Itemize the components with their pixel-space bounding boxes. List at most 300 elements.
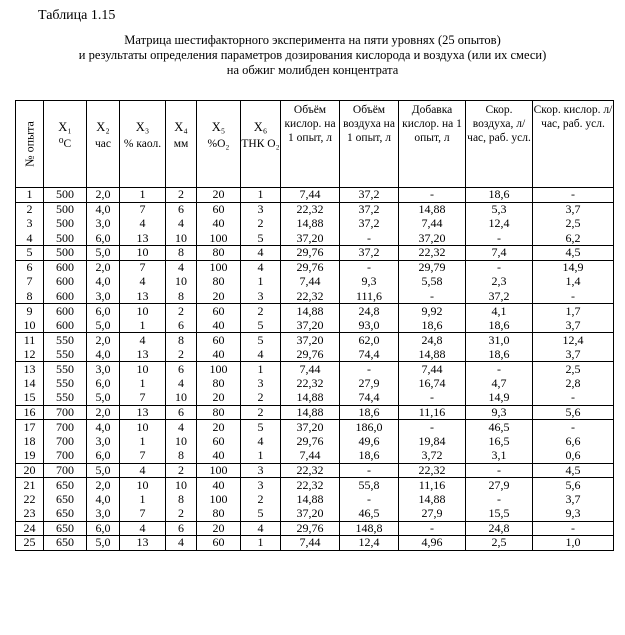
table-cell: 24,8 (466, 521, 533, 536)
table-cell: 10 (120, 420, 166, 435)
table-cell: 16,74 (399, 376, 466, 391)
table-cell: - (399, 289, 466, 304)
table-caption (0, 33, 625, 78)
table-cell: 8 (166, 246, 197, 261)
table-cell: 600 (44, 289, 87, 304)
table-cell: 600 (44, 304, 87, 319)
table-cell: 24,8 (399, 333, 466, 348)
table-cell: 7,44 (281, 362, 340, 377)
table-cell: 4 (120, 333, 166, 348)
table-cell: 2 (241, 391, 281, 406)
cell-experiment-number: 20 (16, 463, 44, 478)
table-cell: 10 (120, 478, 166, 493)
table-cell: 3 (241, 478, 281, 493)
table-cell: 2,0 (87, 333, 120, 348)
table-cell: 2,0 (87, 405, 120, 420)
cell-experiment-number: 18 (16, 434, 44, 449)
table-cell: 31,0 (466, 333, 533, 348)
table-cell: 5,0 (87, 246, 120, 261)
table-cell: 29,76 (281, 434, 340, 449)
table-cell: 18,6 (340, 405, 399, 420)
table-cell: 2,8 (533, 376, 614, 391)
table-cell: 3,7 (533, 492, 614, 507)
table-cell: 3,7 (533, 318, 614, 333)
table-cell: 60 (197, 304, 241, 319)
table-cell: 4,0 (87, 275, 120, 290)
table-cell: 111,6 (340, 289, 399, 304)
table-row (16, 318, 614, 333)
table-cell: 6 (166, 405, 197, 420)
table-cell: 6,6 (533, 434, 614, 449)
table-cell: - (340, 463, 399, 478)
table-row (16, 231, 614, 246)
header-x3: X₃ % каол. (120, 101, 166, 188)
table-cell: 3,0 (87, 289, 120, 304)
table-cell: 4,0 (87, 347, 120, 362)
table-cell: 40 (197, 478, 241, 493)
table-cell: 5,58 (399, 275, 466, 290)
table-cell: 4 (120, 521, 166, 536)
table-cell: 15,5 (466, 507, 533, 522)
table-cell: 3,0 (87, 434, 120, 449)
table-cell: - (399, 521, 466, 536)
table-cell: 4 (166, 376, 197, 391)
table-cell: 74,4 (340, 347, 399, 362)
header-air-rate: Скор. воздуха, л/час, раб. усл. (466, 101, 533, 188)
table-cell: 1,0 (533, 536, 614, 551)
table-cell: 700 (44, 405, 87, 420)
table-cell: 14,88 (281, 217, 340, 232)
table-cell: 4 (166, 420, 197, 435)
table-cell: 8 (166, 289, 197, 304)
table-row (16, 507, 614, 522)
table-cell: 5 (241, 318, 281, 333)
table-cell: 4 (166, 536, 197, 551)
cell-experiment-number: 17 (16, 420, 44, 435)
cell-experiment-number: 12 (16, 347, 44, 362)
table-cell: 22,32 (399, 246, 466, 261)
table-cell: 6 (166, 318, 197, 333)
cell-experiment-number: 22 (16, 492, 44, 507)
table-cell: 55,8 (340, 478, 399, 493)
table-cell: 500 (44, 231, 87, 246)
cell-experiment-number: 24 (16, 521, 44, 536)
table-cell: 10 (120, 246, 166, 261)
table-cell: 6 (166, 202, 197, 217)
table-cell: 4,5 (533, 246, 614, 261)
table-cell: 3,7 (533, 202, 614, 217)
table-cell: 93,0 (340, 318, 399, 333)
table-cell: 6,0 (87, 376, 120, 391)
table-cell: 600 (44, 318, 87, 333)
table-cell: 5,0 (87, 318, 120, 333)
table-cell: 7,44 (399, 362, 466, 377)
table-cell: 14,88 (399, 492, 466, 507)
table-cell: 7 (120, 202, 166, 217)
table-cell: 22,32 (399, 463, 466, 478)
table-cell: 4,0 (87, 420, 120, 435)
table-cell: 7,44 (281, 188, 340, 203)
table-cell: 5 (241, 333, 281, 348)
table-cell: 27,9 (399, 507, 466, 522)
table-cell: 7,44 (399, 217, 466, 232)
table-cell: - (399, 391, 466, 406)
table-cell: 37,2 (340, 246, 399, 261)
table-cell: 5,0 (87, 463, 120, 478)
cell-experiment-number: 15 (16, 391, 44, 406)
cell-experiment-number: 2 (16, 202, 44, 217)
table-cell: 4,0 (87, 492, 120, 507)
table-body (16, 188, 614, 551)
table-cell: - (533, 521, 614, 536)
table-cell: 500 (44, 217, 87, 232)
table-row (16, 420, 614, 435)
table-cell: 40 (197, 318, 241, 333)
table-cell: 29,76 (281, 246, 340, 261)
table-cell: 37,2 (466, 289, 533, 304)
cell-experiment-number: 16 (16, 405, 44, 420)
table-cell: 500 (44, 202, 87, 217)
table-cell: 550 (44, 376, 87, 391)
table-cell: 550 (44, 347, 87, 362)
table-row (16, 391, 614, 406)
table-cell: 2,0 (87, 478, 120, 493)
table-cell: 13 (120, 289, 166, 304)
table-cell: 100 (197, 260, 241, 275)
table-cell: 550 (44, 333, 87, 348)
table-cell: 10 (120, 304, 166, 319)
cell-experiment-number: 19 (16, 449, 44, 464)
table-cell: 2,5 (533, 362, 614, 377)
table-cell: 650 (44, 492, 87, 507)
caption-line: и результаты определения параметров дозирования кислорода и воздуха (или их смеси) (78, 48, 547, 62)
cell-experiment-number: 4 (16, 231, 44, 246)
table-cell: - (340, 362, 399, 377)
table-cell: 4 (241, 434, 281, 449)
table-cell: 2 (166, 463, 197, 478)
table-cell: 60 (197, 333, 241, 348)
table-cell: 18,6 (466, 188, 533, 203)
table-cell: 4 (166, 217, 197, 232)
table-row (16, 463, 614, 478)
table-cell: 3,0 (87, 507, 120, 522)
table-cell: 6,2 (533, 231, 614, 246)
table-cell: 5,0 (87, 391, 120, 406)
table-cell: 14,88 (281, 492, 340, 507)
table-cell: 20 (197, 391, 241, 406)
table-cell: 10 (166, 231, 197, 246)
table-label: Таблица 1.15 (38, 8, 116, 23)
table-cell: 24,8 (340, 304, 399, 319)
table-cell: 1 (241, 449, 281, 464)
table-cell: 6,0 (87, 231, 120, 246)
table-cell: 1,4 (533, 275, 614, 290)
caption-line: Матрица шестифакторного эксперимента на пяти уровнях (25 опытов) (124, 33, 501, 47)
cell-experiment-number: 7 (16, 275, 44, 290)
table-cell: 1 (241, 536, 281, 551)
table-row (16, 260, 614, 275)
table-cell: 62,0 (340, 333, 399, 348)
table-cell: 100 (197, 231, 241, 246)
table-cell: 2,0 (87, 260, 120, 275)
table-cell: 1 (120, 188, 166, 203)
table-cell: 22,32 (281, 463, 340, 478)
table-cell: 600 (44, 275, 87, 290)
table-cell: 60 (197, 202, 241, 217)
table-cell: 2 (166, 188, 197, 203)
cell-experiment-number: 25 (16, 536, 44, 551)
table-cell: 4 (166, 260, 197, 275)
table-cell: 500 (44, 188, 87, 203)
table-cell: 5 (241, 231, 281, 246)
table-cell: 37,2 (340, 202, 399, 217)
table-cell: 14,88 (281, 304, 340, 319)
table-cell: 9,92 (399, 304, 466, 319)
table-cell: 7 (120, 260, 166, 275)
table-cell: 13 (120, 536, 166, 551)
table-row (16, 492, 614, 507)
table-cell: 7,44 (281, 275, 340, 290)
table-cell: 13 (120, 231, 166, 246)
table-cell: 550 (44, 391, 87, 406)
table-row (16, 275, 614, 290)
table-cell: 29,79 (399, 260, 466, 275)
cell-experiment-number: 8 (16, 289, 44, 304)
header-oxygen-rate: Скор. кислор. л/час, раб. усл. (533, 101, 614, 188)
table-cell: 1,7 (533, 304, 614, 319)
table-cell: 27,9 (340, 376, 399, 391)
header-row (16, 101, 614, 188)
cell-experiment-number: 21 (16, 478, 44, 493)
table-cell: 29,76 (281, 260, 340, 275)
table-cell: - (399, 420, 466, 435)
cell-experiment-number: 13 (16, 362, 44, 377)
table-cell: 7 (120, 391, 166, 406)
table-cell: 19,84 (399, 434, 466, 449)
table-row (16, 304, 614, 319)
cell-experiment-number: 5 (16, 246, 44, 261)
table-cell: 3 (241, 289, 281, 304)
table-cell: 650 (44, 536, 87, 551)
table-cell: 2,3 (466, 275, 533, 290)
table-cell: 650 (44, 478, 87, 493)
table-cell: 14,9 (466, 391, 533, 406)
cell-experiment-number: 23 (16, 507, 44, 522)
table-cell: 4,96 (399, 536, 466, 551)
cell-experiment-number: 11 (16, 333, 44, 348)
table-row (16, 333, 614, 348)
table-cell: 10 (120, 362, 166, 377)
table-cell: - (466, 492, 533, 507)
table-cell: 60 (197, 434, 241, 449)
table-cell: 6,0 (87, 449, 120, 464)
table-cell: 20 (197, 521, 241, 536)
table-cell: 700 (44, 434, 87, 449)
table-cell: - (533, 391, 614, 406)
table-row (16, 362, 614, 377)
table-cell: 4 (241, 260, 281, 275)
table-cell: 550 (44, 362, 87, 377)
table-cell: 37,2 (340, 188, 399, 203)
table-cell: 1 (241, 275, 281, 290)
cell-experiment-number: 1 (16, 188, 44, 203)
cell-experiment-number: 14 (16, 376, 44, 391)
table-cell: 18,6 (466, 347, 533, 362)
table-row (16, 478, 614, 493)
table-cell: 650 (44, 521, 87, 536)
table-cell: 13 (120, 347, 166, 362)
table-cell: 10 (166, 391, 197, 406)
table-cell: 10 (166, 275, 197, 290)
table-cell: - (466, 231, 533, 246)
table-cell: 4 (241, 521, 281, 536)
table-cell: 2,5 (533, 217, 614, 232)
table-cell: 8 (166, 449, 197, 464)
table-cell: 1 (120, 376, 166, 391)
table-cell: 4 (241, 347, 281, 362)
table-cell: 5,0 (87, 536, 120, 551)
table-cell: 148,8 (340, 521, 399, 536)
table-cell: 9,3 (466, 405, 533, 420)
table-cell: 700 (44, 463, 87, 478)
table-cell: 7 (120, 449, 166, 464)
table-cell: 40 (197, 217, 241, 232)
table-cell: 46,5 (466, 420, 533, 435)
table-cell: 22,32 (281, 202, 340, 217)
table-row (16, 405, 614, 420)
table-cell: 37,20 (281, 231, 340, 246)
table-cell: 10 (166, 478, 197, 493)
table-cell: 49,6 (340, 434, 399, 449)
table-cell: 5,3 (466, 202, 533, 217)
header-x2: X₂ час (87, 101, 120, 188)
table-cell: 37,20 (281, 507, 340, 522)
table-cell: - (466, 260, 533, 275)
table-cell: - (533, 420, 614, 435)
table-cell: 80 (197, 376, 241, 391)
table-cell: 12,4 (340, 536, 399, 551)
table-cell: 7,4 (466, 246, 533, 261)
header-experiment-number (16, 101, 44, 188)
table-cell: 22,32 (281, 289, 340, 304)
table-row (16, 449, 614, 464)
header-x5: X₅ %O₂ (197, 101, 241, 188)
table-cell: 74,4 (340, 391, 399, 406)
cell-experiment-number: 9 (16, 304, 44, 319)
header-x6: X₆ ТНК O₂ (241, 101, 281, 188)
table-cell: 22,32 (281, 478, 340, 493)
table-cell: 5 (241, 507, 281, 522)
table-cell: 700 (44, 420, 87, 435)
table-cell: 1 (241, 362, 281, 377)
cell-experiment-number: 3 (16, 217, 44, 232)
header-x1: X₁ ⁰С (44, 101, 87, 188)
table-cell: 500 (44, 246, 87, 261)
header-air-volume: Объём воздуха на 1 опыт, л (340, 101, 399, 188)
table-cell: 14,88 (281, 405, 340, 420)
table-cell: 2 (241, 492, 281, 507)
caption-line: на обжиг молибден концентрата (226, 63, 399, 77)
table-cell: 2 (241, 217, 281, 232)
table-cell: 20 (197, 289, 241, 304)
table-cell: 600 (44, 260, 87, 275)
table-cell: 3,0 (87, 362, 120, 377)
table-cell: 186,0 (340, 420, 399, 435)
table-cell: 2 (241, 405, 281, 420)
table-cell: 4,0 (87, 202, 120, 217)
header-label: № опыта (22, 121, 36, 167)
table-row (16, 434, 614, 449)
table-cell: 2,0 (87, 188, 120, 203)
table-cell: 4 (120, 217, 166, 232)
table-cell: 3,7 (533, 347, 614, 362)
table-cell: 22,32 (281, 376, 340, 391)
table-cell: 100 (197, 463, 241, 478)
table-cell: 27,9 (466, 478, 533, 493)
table-cell: 80 (197, 405, 241, 420)
header-x4: X₄ мм (166, 101, 197, 188)
header-oxygen-volume: Объём кислор. на 1 опыт, л (281, 101, 340, 188)
table-cell: 7,44 (281, 449, 340, 464)
table-cell: 14,88 (399, 202, 466, 217)
table-cell: 650 (44, 507, 87, 522)
table-cell: - (340, 492, 399, 507)
table-row (16, 536, 614, 551)
table-cell: 6 (166, 362, 197, 377)
table-cell: 37,2 (340, 217, 399, 232)
table-row (16, 246, 614, 261)
experiment-table (15, 100, 614, 551)
table-cell: 10 (166, 434, 197, 449)
table-cell: 12,4 (533, 333, 614, 348)
table-cell: 5,6 (533, 478, 614, 493)
table-cell: 3 (241, 202, 281, 217)
table-cell: 8 (166, 333, 197, 348)
table-cell: 7 (120, 507, 166, 522)
table-cell: - (399, 188, 466, 203)
table-cell: 18,6 (340, 449, 399, 464)
table-cell: 13 (120, 405, 166, 420)
table-cell: 14,88 (281, 391, 340, 406)
table-cell: 40 (197, 449, 241, 464)
table-cell: 2,5 (466, 536, 533, 551)
table-cell: 2 (166, 507, 197, 522)
table-cell: 14,9 (533, 260, 614, 275)
table-cell: 1 (241, 188, 281, 203)
table-cell: 5,6 (533, 405, 614, 420)
table-cell: 2 (166, 347, 197, 362)
table-cell: 3,1 (466, 449, 533, 464)
table-cell: 20 (197, 188, 241, 203)
table-row (16, 347, 614, 362)
table-row (16, 202, 614, 217)
table-cell: 80 (197, 507, 241, 522)
table-cell: 700 (44, 449, 87, 464)
table-cell: 80 (197, 246, 241, 261)
table-cell: 20 (197, 420, 241, 435)
table-cell: 6,0 (87, 304, 120, 319)
header-oxygen-addition: Добавка кислор. на 1 опыт, л (399, 101, 466, 188)
table-cell: - (340, 231, 399, 246)
table-cell: 9,3 (340, 275, 399, 290)
table-cell: 37,20 (281, 333, 340, 348)
table-cell: 2 (166, 304, 197, 319)
table-cell: 1 (120, 492, 166, 507)
table-cell: - (533, 188, 614, 203)
table-cell: - (466, 362, 533, 377)
table-cell: 37,20 (399, 231, 466, 246)
table-cell: 29,76 (281, 347, 340, 362)
